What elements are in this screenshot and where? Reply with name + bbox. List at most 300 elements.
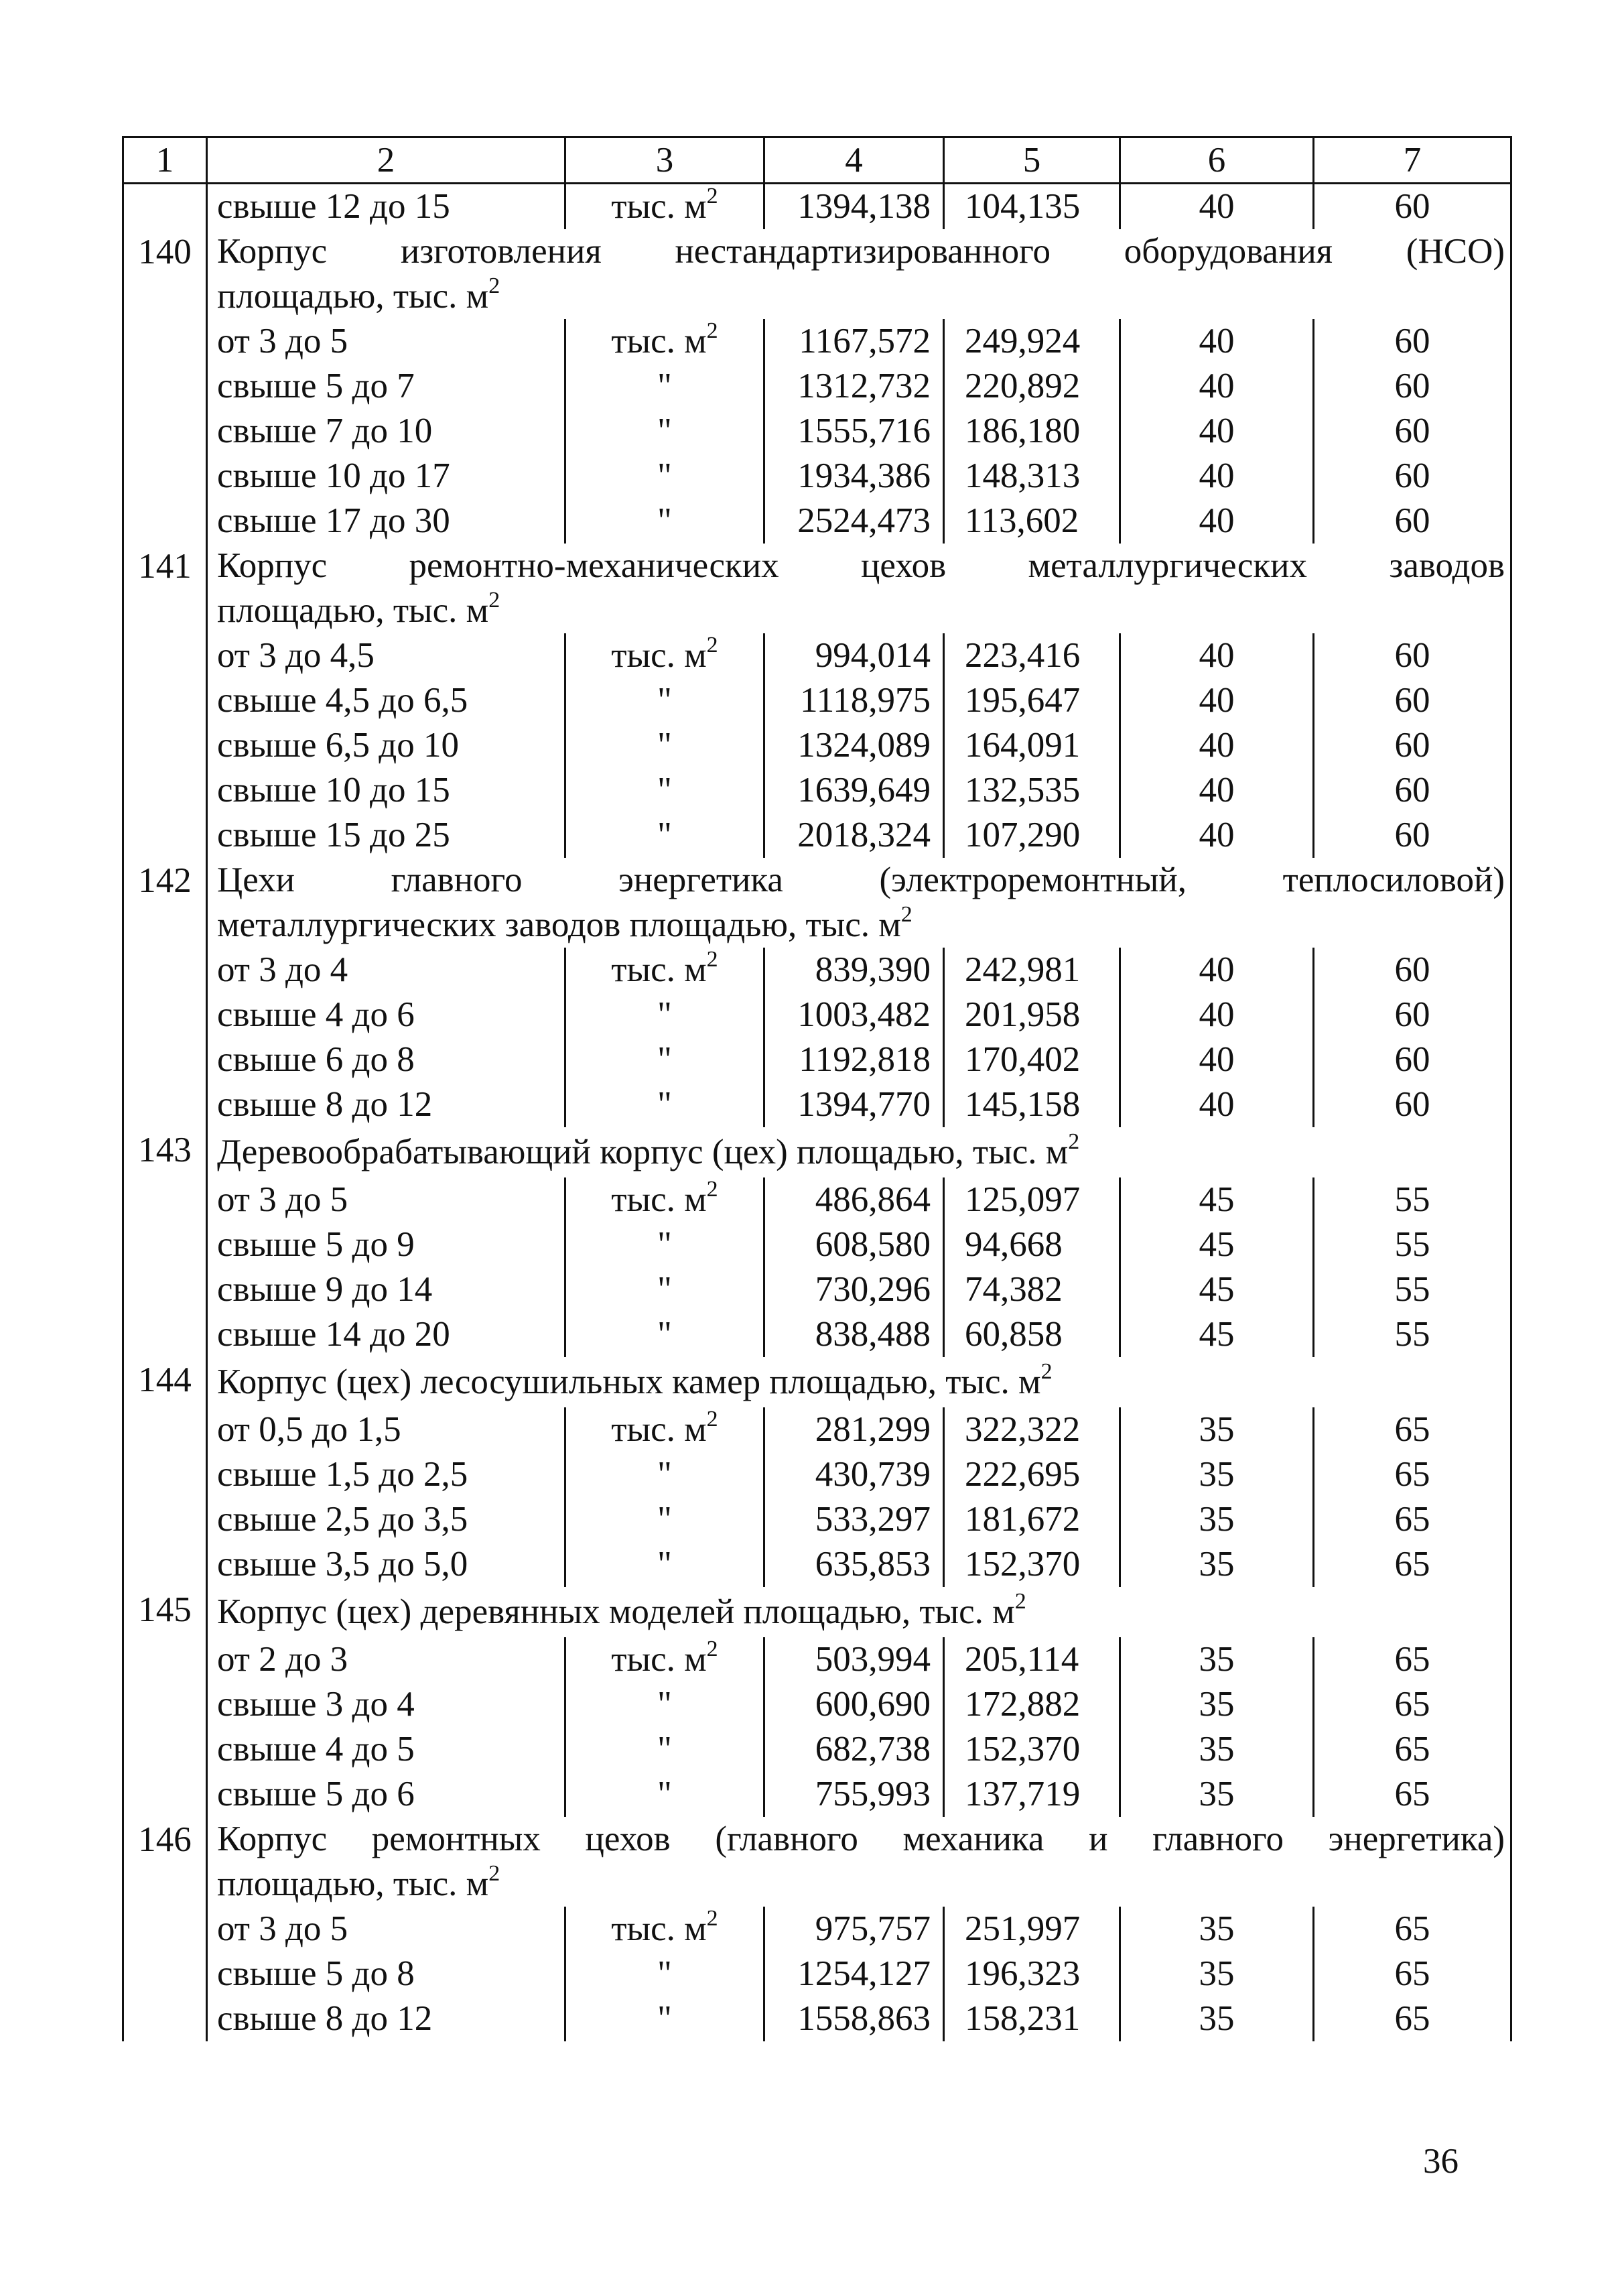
value-col5: 158,231	[944, 1996, 1120, 2041]
table-row	[123, 454, 1511, 499]
value-col5: 186,180	[944, 409, 1120, 454]
value-col5: 242,981	[944, 948, 1120, 993]
group-title-row	[123, 1862, 1511, 1907]
unit-superscript: 2	[706, 1407, 718, 1431]
value-col4: 430,739	[764, 1452, 944, 1497]
value-col6: 35	[1120, 1637, 1314, 1682]
ditto-mark: "	[657, 1999, 672, 2038]
unit-cell	[565, 633, 764, 678]
value-col5: 152,370	[944, 1727, 1120, 1772]
header-cell: 1	[123, 137, 207, 184]
value-col5: 195,647	[944, 678, 1120, 723]
value-col4: 1934,386	[764, 454, 944, 499]
group-title-row	[123, 274, 1511, 319]
value-col6: 40	[1120, 1082, 1314, 1127]
value-col7: 65	[1314, 1907, 1511, 1952]
range-label: свыше 9 до 14	[207, 1267, 565, 1312]
unit-cell	[565, 454, 764, 499]
row-number: 141	[123, 544, 207, 633]
row-number-cell	[123, 1907, 207, 1952]
header-cell: 5	[944, 137, 1120, 184]
value-col7: 60	[1314, 319, 1511, 364]
value-col7: 55	[1314, 1222, 1511, 1267]
value-col5: 125,097	[944, 1177, 1120, 1222]
group-title: Корпус ремонтно-механических цехов металлургических заводов	[207, 544, 1511, 588]
unit-cell	[565, 1037, 764, 1082]
value-col5: 220,892	[944, 364, 1120, 409]
group-title-row	[123, 903, 1511, 948]
value-col4: 1639,649	[764, 768, 944, 813]
value-col6: 35	[1120, 1542, 1314, 1587]
group-title	[207, 1357, 1511, 1407]
ditto-mark: "	[657, 1085, 672, 1124]
range-label: свыше 3 до 4	[207, 1682, 565, 1727]
value-col7: 65	[1314, 1727, 1511, 1772]
value-col4: 1254,127	[764, 1952, 944, 1996]
value-col4: 1003,482	[764, 993, 944, 1037]
group-title-row	[123, 1587, 1511, 1637]
value-col6: 40	[1120, 678, 1314, 723]
value-col7: 65	[1314, 1952, 1511, 1996]
value-col5: 249,924	[944, 319, 1120, 364]
ditto-mark: "	[657, 1225, 672, 1264]
ditto-mark: "	[657, 681, 672, 720]
table-row	[123, 1177, 1511, 1222]
unit-text: тыс. м	[611, 187, 707, 226]
unit-text: тыс. м	[611, 1180, 707, 1219]
ditto-mark: "	[657, 995, 672, 1034]
row-number-cell	[123, 1312, 207, 1357]
unit-cell	[565, 1727, 764, 1772]
unit-cell	[565, 364, 764, 409]
group-title: Корпус ремонтных цехов (главного механика и главного энергетика)	[207, 1817, 1511, 1862]
value-col4: 608,580	[764, 1222, 944, 1267]
unit-cell	[565, 993, 764, 1037]
table-row	[123, 1497, 1511, 1542]
range-label: свыше 4,5 до 6,5	[207, 678, 565, 723]
ditto-mark: "	[657, 1500, 672, 1539]
header-cell: 7	[1314, 137, 1511, 184]
unit-cell	[565, 1407, 764, 1452]
unit-text: тыс. м	[611, 1909, 707, 1948]
value-col6: 40	[1120, 948, 1314, 993]
range-label: свыше 2,5 до 3,5	[207, 1497, 565, 1542]
value-col4: 635,853	[764, 1542, 944, 1587]
group-title-row	[123, 1357, 1511, 1407]
ditto-mark: "	[657, 771, 672, 810]
ditto-mark: "	[657, 501, 672, 540]
value-col5: 94,668	[944, 1222, 1120, 1267]
row-number-cell	[123, 409, 207, 454]
row-number-cell	[123, 678, 207, 723]
row-number-cell	[123, 319, 207, 364]
row-number-cell	[123, 633, 207, 678]
value-col7: 60	[1314, 723, 1511, 768]
range-label: от 2 до 3	[207, 1637, 565, 1682]
row-number-cell	[123, 1996, 207, 2041]
row-number-cell	[123, 1407, 207, 1452]
group-title-text: площадью, тыс. м	[217, 1864, 489, 1903]
value-col6: 40	[1120, 723, 1314, 768]
value-col5: 201,958	[944, 993, 1120, 1037]
row-number-cell	[123, 993, 207, 1037]
value-col6: 40	[1120, 364, 1314, 409]
row-number-cell	[123, 1452, 207, 1497]
unit-superscript: 2	[488, 1861, 500, 1886]
range-label: свыше 5 до 8	[207, 1952, 565, 1996]
unit-cell	[565, 1312, 764, 1357]
ditto-mark: "	[657, 1545, 672, 1584]
ditto-mark: "	[657, 816, 672, 854]
ditto-mark: "	[657, 1954, 672, 1993]
unit-text: тыс. м	[611, 1640, 707, 1679]
value-col7: 60	[1314, 678, 1511, 723]
value-col6: 40	[1120, 993, 1314, 1037]
value-col5: 172,882	[944, 1682, 1120, 1727]
header-cell: 4	[764, 137, 944, 184]
value-col7: 60	[1314, 1037, 1511, 1082]
value-col5: 74,382	[944, 1267, 1120, 1312]
value-col7: 65	[1314, 1452, 1511, 1497]
table-row	[123, 409, 1511, 454]
table-row	[123, 1037, 1511, 1082]
value-col7: 65	[1314, 1772, 1511, 1817]
table-row	[123, 1267, 1511, 1312]
unit-cell	[565, 1452, 764, 1497]
value-col6: 40	[1120, 184, 1314, 230]
row-number-cell	[123, 184, 207, 230]
unit-text: тыс. м	[611, 1410, 707, 1449]
range-label: свыше 4 до 6	[207, 993, 565, 1037]
row-number-cell	[123, 1682, 207, 1727]
unit-cell	[565, 1952, 764, 1996]
unit-cell	[565, 678, 764, 723]
value-col6: 40	[1120, 409, 1314, 454]
value-col4: 503,994	[764, 1637, 944, 1682]
range-label: свыше 14 до 20	[207, 1312, 565, 1357]
row-number-cell	[123, 1497, 207, 1542]
ditto-mark: "	[657, 1685, 672, 1724]
unit-cell	[565, 1542, 764, 1587]
table-row	[123, 1637, 1511, 1682]
range-label: свыше 5 до 7	[207, 364, 565, 409]
value-col4: 730,296	[764, 1267, 944, 1312]
value-col6: 40	[1120, 633, 1314, 678]
table-row	[123, 1682, 1511, 1727]
group-title-row	[123, 1817, 1511, 1862]
unit-cell	[565, 184, 764, 230]
unit-cell	[565, 1082, 764, 1127]
group-title	[207, 1127, 1511, 1177]
value-col4: 1324,089	[764, 723, 944, 768]
value-col5: 322,322	[944, 1407, 1120, 1452]
header-cell: 2	[207, 137, 565, 184]
range-label: свыше 7 до 10	[207, 409, 565, 454]
unit-text: тыс. м	[611, 322, 707, 361]
unit-superscript: 2	[488, 588, 500, 613]
unit-superscript: 2	[1014, 1589, 1026, 1614]
value-col6: 35	[1120, 1497, 1314, 1542]
value-col6: 40	[1120, 1037, 1314, 1082]
range-label: свыше 17 до 30	[207, 499, 565, 544]
value-col6: 35	[1120, 1407, 1314, 1452]
row-number-cell	[123, 1772, 207, 1817]
value-col5: 145,158	[944, 1082, 1120, 1127]
row-number-cell	[123, 1542, 207, 1587]
value-col5: 113,602	[944, 499, 1120, 544]
ditto-mark: "	[657, 1455, 672, 1494]
unit-cell	[565, 813, 764, 858]
row-number-cell	[123, 364, 207, 409]
group-title-line2	[207, 1862, 1511, 1907]
unit-cell	[565, 1682, 764, 1727]
range-label: от 3 до 5	[207, 1907, 565, 1952]
row-number-cell	[123, 1952, 207, 1996]
group-title-line2	[207, 274, 1511, 319]
ditto-mark: "	[657, 726, 672, 765]
unit-cell	[565, 768, 764, 813]
unit-superscript: 2	[706, 1637, 718, 1661]
unit-superscript: 2	[1040, 1359, 1053, 1384]
value-col4: 281,299	[764, 1407, 944, 1452]
row-number-cell	[123, 1267, 207, 1312]
row-number-cell	[123, 1222, 207, 1267]
value-col4: 755,993	[764, 1772, 944, 1817]
range-label: свыше 15 до 25	[207, 813, 565, 858]
group-title-text: площадью, тыс. м	[217, 277, 489, 316]
row-number: 143	[123, 1127, 207, 1177]
table-row	[123, 1727, 1511, 1772]
value-col4: 682,738	[764, 1727, 944, 1772]
row-number-cell	[123, 499, 207, 544]
unit-superscript: 2	[488, 273, 500, 298]
unit-cell	[565, 1637, 764, 1682]
ditto-mark: "	[657, 1040, 672, 1079]
row-number: 144	[123, 1357, 207, 1407]
unit-cell	[565, 499, 764, 544]
row-number: 140	[123, 229, 207, 319]
value-col4: 1192,818	[764, 1037, 944, 1082]
group-title-text: Корпус (цех) деревянных моделей площадью, тыс. м	[217, 1592, 1015, 1631]
unit-cell	[565, 1907, 764, 1952]
value-col7: 65	[1314, 1407, 1511, 1452]
unit-text: тыс. м	[611, 950, 707, 989]
table-row	[123, 1952, 1511, 1996]
price-table	[122, 136, 1512, 2041]
value-col6: 35	[1120, 1682, 1314, 1727]
value-col4: 838,488	[764, 1312, 944, 1357]
value-col7: 65	[1314, 1682, 1511, 1727]
group-title	[207, 1587, 1511, 1637]
value-col4: 975,757	[764, 1907, 944, 1952]
table-row	[123, 364, 1511, 409]
header-row	[123, 137, 1511, 184]
value-col6: 40	[1120, 319, 1314, 364]
unit-superscript: 2	[706, 1906, 718, 1931]
value-col6: 35	[1120, 1452, 1314, 1497]
ditto-mark: "	[657, 456, 672, 495]
value-col6: 35	[1120, 1996, 1314, 2041]
price-table-page	[122, 136, 1510, 2041]
table-row	[123, 678, 1511, 723]
unit-superscript: 2	[900, 902, 913, 927]
value-col4: 600,690	[764, 1682, 944, 1727]
group-title-text: Деревообрабатывающий корпус (цех) площадью, тыс. м	[217, 1133, 1069, 1171]
range-label: от 0,5 до 1,5	[207, 1407, 565, 1452]
ditto-mark: "	[657, 1315, 672, 1354]
range-label: от 3 до 5	[207, 319, 565, 364]
value-col5: 164,091	[944, 723, 1120, 768]
ditto-mark: "	[657, 1730, 672, 1769]
value-col4: 1555,716	[764, 409, 944, 454]
table-row	[123, 723, 1511, 768]
value-col6: 35	[1120, 1952, 1314, 1996]
value-col6: 45	[1120, 1312, 1314, 1357]
unit-superscript: 2	[706, 633, 718, 657]
value-col4: 839,390	[764, 948, 944, 993]
group-title-row	[123, 858, 1511, 903]
table-row	[123, 813, 1511, 858]
header-cell: 3	[565, 137, 764, 184]
table-row	[123, 1312, 1511, 1357]
range-label: свыше 10 до 17	[207, 454, 565, 499]
value-col7: 60	[1314, 993, 1511, 1037]
unit-cell	[565, 1222, 764, 1267]
value-col6: 40	[1120, 499, 1314, 544]
value-col4: 486,864	[764, 1177, 944, 1222]
table-row	[123, 1082, 1511, 1127]
group-title-line2	[207, 903, 1511, 948]
row-number-cell	[123, 1037, 207, 1082]
unit-superscript: 2	[706, 318, 718, 343]
ditto-mark: "	[657, 367, 672, 405]
value-col7: 55	[1314, 1267, 1511, 1312]
value-col7: 60	[1314, 633, 1511, 678]
range-label: свыше 10 до 15	[207, 768, 565, 813]
value-col7: 60	[1314, 948, 1511, 993]
value-col6: 40	[1120, 454, 1314, 499]
value-col7: 65	[1314, 1497, 1511, 1542]
value-col5: 137,719	[944, 1772, 1120, 1817]
value-col5: 132,535	[944, 768, 1120, 813]
range-label: свыше 3,5 до 5,0	[207, 1542, 565, 1587]
unit-superscript: 2	[1068, 1129, 1080, 1154]
value-col5: 104,135	[944, 184, 1120, 230]
value-col4: 1167,572	[764, 319, 944, 364]
group-title: Корпус изготовления нестандартизированного оборудования (НСО)	[207, 229, 1511, 274]
ditto-mark: "	[657, 411, 672, 450]
table-row	[123, 1542, 1511, 1587]
value-col6: 45	[1120, 1177, 1314, 1222]
value-col5: 196,323	[944, 1952, 1120, 1996]
value-col4: 2524,473	[764, 499, 944, 544]
value-col4: 1394,770	[764, 1082, 944, 1127]
group-title-row	[123, 544, 1511, 588]
unit-cell	[565, 723, 764, 768]
unit-superscript: 2	[706, 1177, 718, 1202]
unit-text: тыс. м	[611, 636, 707, 675]
unit-cell	[565, 1772, 764, 1817]
value-col6: 40	[1120, 768, 1314, 813]
value-col7: 60	[1314, 813, 1511, 858]
range-label: свыше 5 до 9	[207, 1222, 565, 1267]
ditto-mark: "	[657, 1270, 672, 1309]
range-label: свыше 6,5 до 10	[207, 723, 565, 768]
value-col5: 223,416	[944, 633, 1120, 678]
value-col7: 65	[1314, 1637, 1511, 1682]
row-number: 146	[123, 1817, 207, 1907]
value-col6: 45	[1120, 1267, 1314, 1312]
value-col7: 55	[1314, 1312, 1511, 1357]
range-label: свыше 5 до 6	[207, 1772, 565, 1817]
group-title-text: металлургических заводов площадью, тыс. м	[217, 905, 901, 944]
range-label: свыше 1,5 до 2,5	[207, 1452, 565, 1497]
range-label: свыше 8 до 12	[207, 1082, 565, 1127]
value-col5: 251,997	[944, 1907, 1120, 1952]
unit-superscript: 2	[706, 184, 718, 208]
value-col5: 107,290	[944, 813, 1120, 858]
value-col7: 60	[1314, 768, 1511, 813]
range-label: от 3 до 4	[207, 948, 565, 993]
value-col4: 1118,975	[764, 678, 944, 723]
row-number-cell	[123, 1082, 207, 1127]
value-col4: 533,297	[764, 1497, 944, 1542]
value-col5: 170,402	[944, 1037, 1120, 1082]
value-col7: 65	[1314, 1996, 1511, 2041]
unit-cell	[565, 1996, 764, 2041]
group-title-row	[123, 588, 1511, 633]
value-col5: 181,672	[944, 1497, 1120, 1542]
value-col6: 45	[1120, 1222, 1314, 1267]
value-col6: 35	[1120, 1727, 1314, 1772]
range-label: от 3 до 4,5	[207, 633, 565, 678]
value-col6: 35	[1120, 1907, 1314, 1952]
value-col7: 60	[1314, 364, 1511, 409]
value-col4: 1394,138	[764, 184, 944, 230]
value-col5: 205,114	[944, 1637, 1120, 1682]
unit-cell	[565, 1267, 764, 1312]
unit-cell	[565, 319, 764, 364]
range-label: от 3 до 5	[207, 1177, 565, 1222]
table-row	[123, 1222, 1511, 1267]
table-row	[123, 1772, 1511, 1817]
value-col4: 2018,324	[764, 813, 944, 858]
row-number: 142	[123, 858, 207, 948]
row-number: 145	[123, 1587, 207, 1637]
table-row	[123, 319, 1511, 364]
range-label: свыше 4 до 5	[207, 1727, 565, 1772]
range-label: свыше 6 до 8	[207, 1037, 565, 1082]
value-col6: 40	[1120, 813, 1314, 858]
table-row	[123, 499, 1511, 544]
value-col7: 55	[1314, 1177, 1511, 1222]
table-row	[123, 1907, 1511, 1952]
value-col4: 1558,863	[764, 1996, 944, 2041]
row-number-cell	[123, 768, 207, 813]
value-col5: 222,695	[944, 1452, 1120, 1497]
unit-cell	[565, 948, 764, 993]
group-title-row	[123, 229, 1511, 274]
table-row	[123, 768, 1511, 813]
row-number-cell	[123, 1727, 207, 1772]
value-col4: 994,014	[764, 633, 944, 678]
range-label: свыше 12 до 15	[207, 184, 565, 230]
table-row	[123, 993, 1511, 1037]
unit-superscript: 2	[706, 947, 718, 972]
value-col7: 65	[1314, 1542, 1511, 1587]
value-col5: 60,858	[944, 1312, 1120, 1357]
table-row	[123, 1996, 1511, 2041]
